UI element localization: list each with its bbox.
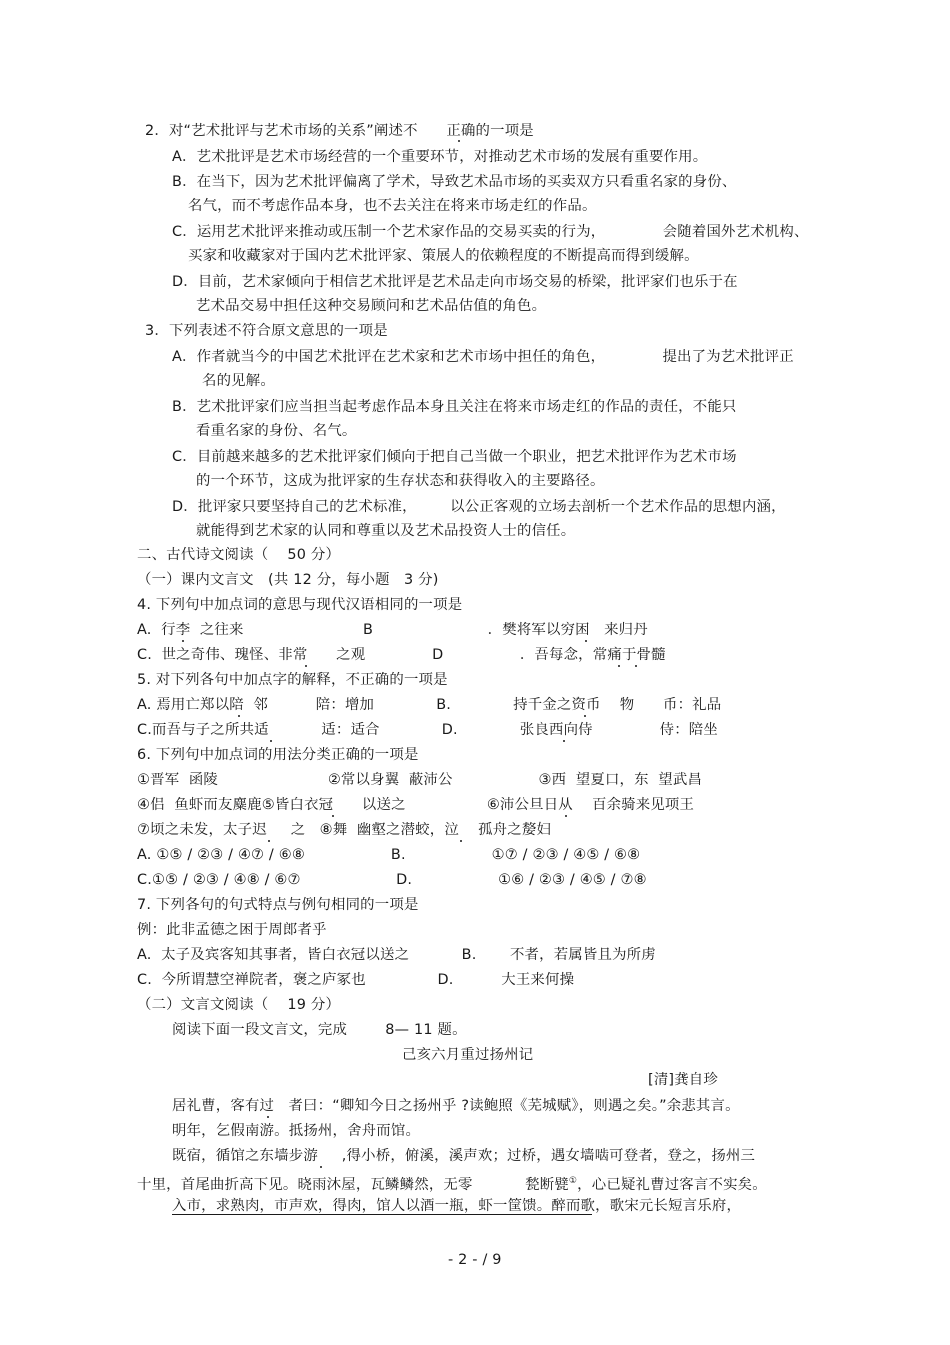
- passage-para4: [172, 1196, 741, 1216]
- q3-option-a-line2: 名的见解。: [202, 373, 275, 389]
- passage-para1: 居礼曹，客有过 者曰：“卿知今日之扬州乎 ?读鲍照《芜城赋》，则遇之矣。”余悲其言。: [172, 1098, 740, 1114]
- q3-option-d-line2: 就能得到艺术家的认同和尊重以及艺术品投资人士的信任。: [196, 523, 576, 539]
- passage-title: 己亥六月重过扬州记: [402, 1047, 534, 1063]
- underline-rule: [172, 1214, 592, 1215]
- part2-instruction: 阅读下面一段文言文，完成 8— 11 题。: [172, 1022, 467, 1038]
- q2-option-b-line1: B．在当下，因为艺术批评偏离了学术，导致艺术品市场的买卖双方只看重名家的身份、: [172, 174, 737, 190]
- q6-options-ab: A. ①⑤ / ②③ / ④⑦ / ⑥⑧ B. ①⑦ / ②③ / ④⑤ / ⑥⑧: [137, 847, 641, 863]
- emphasis-dot: [585, 640, 587, 642]
- para3-line2-text: 十里，首尾曲折高下见。晓雨沐屋，瓦鳞鳞然，无零 甃断甓: [137, 1176, 569, 1193]
- emphasis-dot: [584, 715, 586, 717]
- underlined-sentence: 入市，求熟肉，市声欢，得肉，馆人以酒一瓶，虾一筐馈。醉而: [172, 1198, 581, 1214]
- q3-option-c-line2: 的一个环节，这成为批评家的生存状态和获得收入的主要路径。: [196, 473, 605, 489]
- q6-row2: ④侣 鱼虾而友麋鹿⑤皆白衣冠 以送之 ⑥沛公旦日从 百余骑来见项王: [137, 797, 695, 813]
- emphasis-dot: [305, 665, 307, 667]
- passage-author: [清]龚自珍: [648, 1072, 718, 1088]
- emphasis-dot: [270, 740, 272, 742]
- emphasis-dot: [458, 140, 460, 142]
- emphasis-dot: [182, 640, 184, 642]
- emphasis-dot: [565, 815, 567, 817]
- q6-stem: 6. 下列句中加点词的用法分类正确的一项是: [137, 747, 419, 763]
- q3-option-b-line2: 看重名家的身份、名气。: [196, 423, 357, 439]
- q3-option-a-line1: A．作者就当今的中国艺术批评在艺术家和艺术市场中担任的角色， 提出了为艺术批评正: [172, 349, 794, 365]
- emphasis-dot: [635, 665, 637, 667]
- q3-option-d-line1: D．批评家只要坚持自己的艺术标准， 以公正客观的立场去剖析一个艺术作品的思想内涵，: [172, 499, 786, 515]
- passage-para2: 明年，乞假南游。抵扬州，舍舟而馆。: [172, 1123, 421, 1139]
- emphasis-dot: [332, 815, 334, 817]
- q7-options-cd: C. 今所谓慧空禅院者，褒之庐冢也 D. 大王来何操: [137, 972, 575, 988]
- q3-stem: 3．下列表述不符合原文意思的一项是: [145, 323, 388, 339]
- emphasis-dot: [268, 840, 270, 842]
- emphasis-dot: [563, 740, 565, 742]
- q3-option-c-line1: C．目前越来越多的艺术批评家们倾向于把自己当做一个职业，把艺术批评作为艺术市场: [172, 449, 737, 465]
- emphasis-dot: [618, 665, 620, 667]
- q7-example: 例：此非孟德之困于周郎者乎: [137, 922, 327, 938]
- q5-stem: 5. 对下列各句中加点字的解释，不正确的一项是: [137, 672, 448, 688]
- part1-title: （一）课内文言文 (共 12 分，每小题 3 分): [137, 572, 439, 588]
- q2-option-d-line1: D．目前，艺术家倾向于相信艺术批评是艺术品走向市场交易的桥梁，批评家们也乐于在: [172, 274, 738, 290]
- para3-line2-tail: ，心已疑礼曹过客言不实矣。: [577, 1176, 767, 1193]
- emphasis-dot: [460, 840, 462, 842]
- q5-options-ab: A. 焉用亡郑以陪 邻 陪：增加 B. 持千金之资币 物 币：礼品: [137, 697, 722, 713]
- emphasis-dot: [238, 715, 240, 717]
- q7-options-ab: A. 太子及宾客知其事者，皆白衣冠以送之 B. 不者，若属皆且为所虏: [137, 947, 656, 963]
- emphasis-dot: [267, 1116, 269, 1118]
- q7-stem: 7. 下列各句的句式特点与例句相同的一项是: [137, 897, 419, 913]
- page-number: - 2 - / 9: [448, 1252, 502, 1268]
- q2-stem: 2．对“艺术批评与艺术市场的关系”阐述不 正确的一项是: [145, 123, 534, 139]
- q5-options-cd: C.而吾与子之所共适 适：适合 D. 张良西向侍 侍：陪坐: [137, 722, 718, 738]
- q2-option-c-line2: 买家和收藏家对于国内艺术批评家、策展人的依赖程度的不断提高而得到缓解。: [188, 248, 699, 264]
- passage-para3-line2: [137, 1171, 767, 1195]
- q2-option-b-line2: 名气，而不考虑作品本身，也不去关注在将来市场走红的作品。: [188, 198, 597, 214]
- para4-tail: 歌，歌宋元长短言乐府，: [580, 1198, 742, 1214]
- q2-option-a: A．艺术批评是艺术市场经营的一个重要环节，对推动艺术市场的发展有重要作用。: [172, 149, 708, 165]
- q6-options-cd: C.①⑤ / ②③ / ④⑧ / ⑥⑦ D. ①⑥ / ②③ / ④⑤ / ⑦⑧: [137, 872, 647, 888]
- passage-para3-line1: 既宿，循馆之东墙步游 ,得小桥，俯溪，溪声欢；过桥，遇女墙啮可登者，登之，扬州三: [172, 1148, 756, 1164]
- part2-title: （二）文言文阅读（ 19 分）: [137, 997, 341, 1013]
- q4-stem: 4. 下列句中加点词的意思与现代汉语相同的一项是: [137, 597, 463, 613]
- q2-option-d-line2: 艺术品交易中担任这种交易顾问和艺术品估值的角色。: [196, 298, 547, 314]
- q4-options-ab: A. 行李 之往来 B ．樊将军以穷困 来归丹: [137, 622, 648, 638]
- q2-option-c-line1: C．运用艺术批评来推动或压制一个艺术家作品的交易买卖的行为， 会随着国外艺术机构、: [172, 224, 809, 240]
- footnote-marker: ①: [568, 1176, 578, 1186]
- emphasis-dot: [320, 1166, 322, 1168]
- section-title: 二、古代诗文阅读（ 50 分）: [137, 547, 341, 563]
- q4-options-cd: C. 世之奇伟、瑰怪、非常 之观 D ．吾每念，常痛于骨髓: [137, 647, 666, 663]
- q6-row1: ①晋军 函陵 ②常以身翼 蔽沛公 ③西 望夏口，东 望武昌: [137, 772, 703, 788]
- q3-option-b-line1: B．艺术批评家们应当担当起考虑作品本身且关注在将来市场走红的作品的责任，不能只: [172, 399, 737, 415]
- q6-row3: ⑦顷之未发，太子迟 之 ⑧舞 幽壑之潜蛟，泣 孤舟之嫠妇: [137, 822, 552, 838]
